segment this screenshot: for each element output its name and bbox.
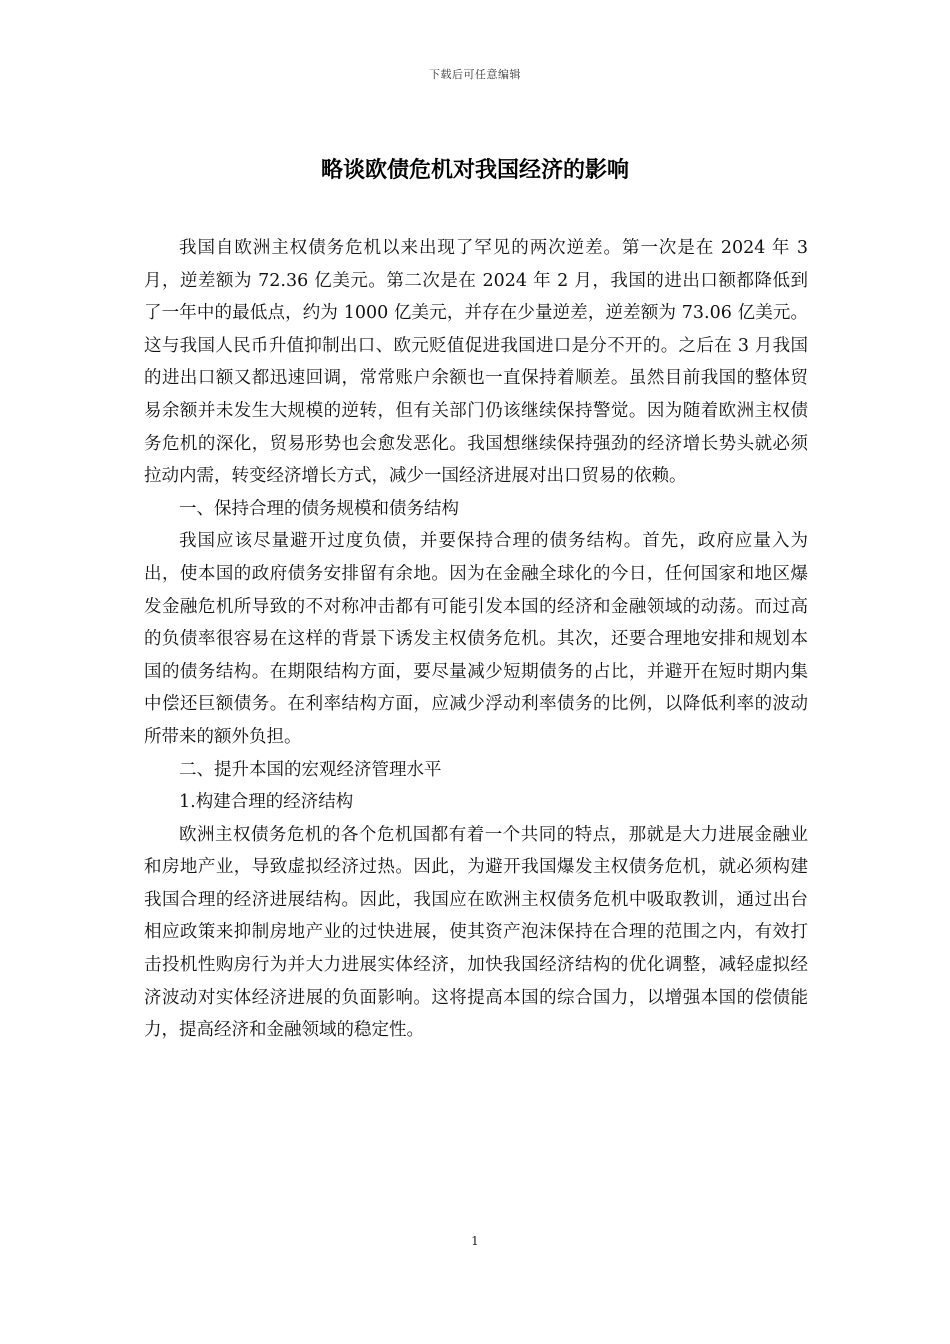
page-number: 1: [471, 1234, 479, 1248]
document-body: [144, 232, 808, 1047]
subsection-heading-2-1: 1.构建合理的经济结构: [179, 792, 354, 813]
paragraph-debt-structure: 我国应该尽量避开过度负债，并要保持合理的债务结构。首先，政府应量入为出，使本国的政府债务安排留有余地。因为在金融全球化的今日，任何国家和地区爆发金融危机所导致的不对称冲击都有可能引发本国的经济和金融领域的动荡。而过高的负债率很容易在这样的背景下诱发主权债务危机。其次，还要合理地安排和规划本国的债务结构。在期限结构方面，要尽量减少短期债务的占比，并避开在短时期内集中偿还巨额债务。在利率结构方面，应减少浮动利率债务的比例，以降低利率的波动所带来的额外负担。: [144, 531, 808, 747]
section-heading-2: 二、提升本国的宏观经济管理水平: [179, 759, 442, 780]
paragraph-economic-structure: 欧洲主权债务危机的各个危机国都有着一个共同的特点，那就是大力进展金融业和房地产业，导致虚拟经济过热。因此，为避开我国爆发主权债务危机，就必须构建我国合理的经济进展结构。因此，我国应在欧洲主权债务危机中吸取教训，通过出台相应政策来抑制房地产业的过快进展，使其资产泡沫保持在合理的范围之内，有效打击投机性购房行为并大力进展实体经济，加快我国经济结构的优化调整，减轻虚拟经济波动对实体经济进展的负面影响。这将提高本国的综合国力，以增强本国的偿债能力，提高经济和金融领域的稳定性。: [144, 824, 808, 1041]
header-note: 下载后可任意编辑: [429, 68, 521, 81]
section-heading-1: 一、保持合理的债务规模和债务结构: [179, 498, 459, 519]
paragraph-intro: 我国自欧洲主权债务危机以来出现了罕见的两次逆差。第一次是在 2024 年 3 月，逆差额为 72.36 亿美元。第二次是在 2024 年 2 月，我国的进出口额都降低到了一年中的最低点，约为 1000 亿美元，并存在少量逆差，逆差额为 73.06 亿美元。这与我国人民币升值抑制出口、欧元贬值促进我国进口是分不开的。之后在 3 月我国的进出口额又都迅速回调，常常账户余额也一直保持着顺差。虽然目前我国的整体贸易余额并未发生大规模的逆转，但有关部门仍该继续保持警觉。因为随着欧洲主权债务危机的深化，贸易形势也会愈发恶化。我国想继续保持强劲的经济增长势头就必须拉动内需，转变经济增长方式，减少一国经济进展对出口贸易的依赖。: [144, 238, 808, 487]
document-title: 略谈欧债危机对我国经济的影响: [320, 157, 629, 183]
